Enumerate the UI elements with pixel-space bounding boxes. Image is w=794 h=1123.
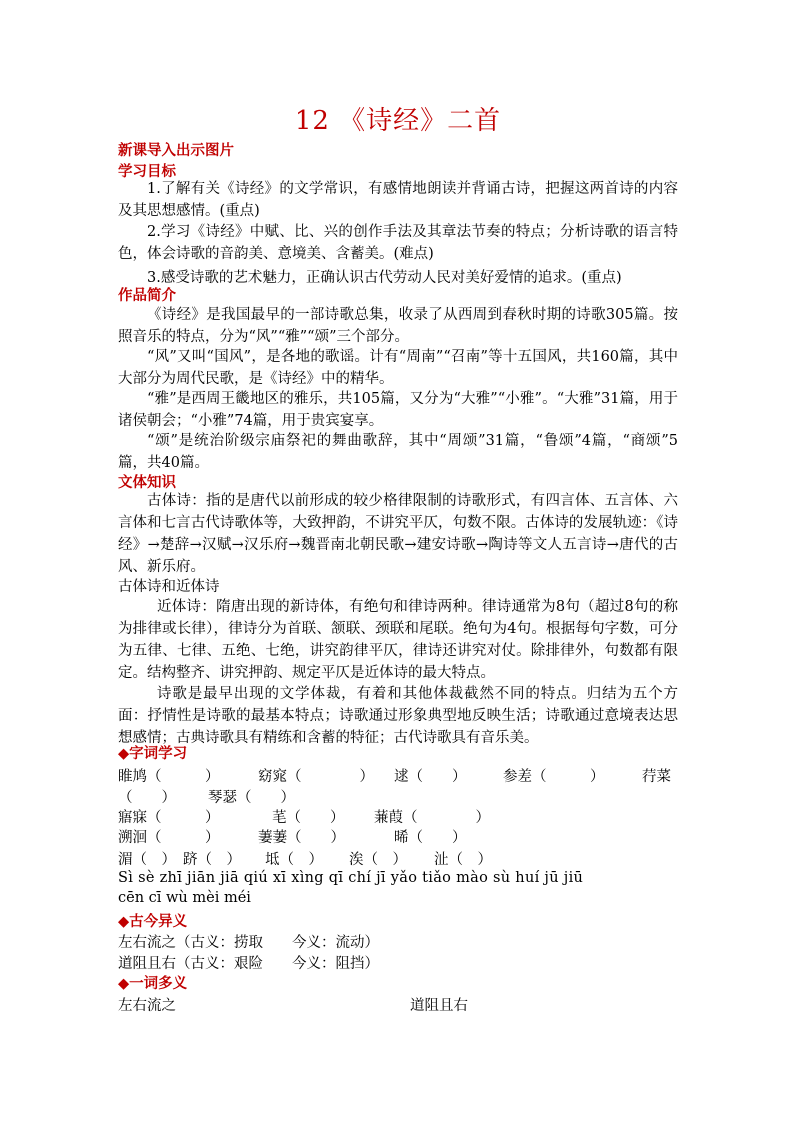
genre-paragraph-1: 古体诗：指的是唐代以前形成的较少格律限制的诗歌形式，有四言体、五言体、六言体和七言古代诗歌体等，大致押韵，不讲究平仄，句数不限。古体诗的发展轨迹：《诗经》→楚辞→汉赋→汉乐府→魏晋南北朝民歌→建安诗歌→陶诗等文人五言诗→唐代的古风、新乐府。 bbox=[118, 493, 678, 575]
vocab-row-4 bbox=[118, 826, 678, 848]
vocab-row-3 bbox=[118, 806, 678, 828]
vocab-item: 晞（ ） bbox=[394, 830, 467, 846]
vocab-item: 琴瑟（ ） bbox=[208, 790, 295, 806]
page-title: 12 《诗经》二首 bbox=[294, 106, 502, 136]
works-heading: 作品简介 bbox=[118, 287, 176, 304]
vocab-item: 寤寐（ ） bbox=[118, 810, 220, 826]
vocab-item: 参差（ ） bbox=[503, 769, 605, 785]
vocab-item: 湄（ ） bbox=[118, 852, 176, 868]
vocab-item: 萋萋（ ） bbox=[258, 830, 345, 846]
vocab-item: 溯洄（ ） bbox=[118, 830, 220, 846]
vocab-item: 坻（ ） bbox=[265, 852, 323, 868]
ancient-modern-line-2: 道阻且右（古义：艰险 今义：阻挡） bbox=[118, 956, 379, 972]
genre-paragraph-2: 近体诗：隋唐出现的新诗体，有绝句和律诗两种。律诗通常为8句（超过8句的称为排律或长律），律诗分为首联、颔联、颈联和尾联。绝句为4句。根据每句字数，可分为五律、七律、五绝、七绝，讲究韵律平仄，律诗还讲究对仗。除排律外，句数都有限定。结构整齐、讲究押韵、规定平仄是近体诗的最大特点。 bbox=[118, 599, 678, 681]
works-paragraph-1: 《诗经》是我国最早的一部诗歌总集，收录了从西周到春秋时期的诗歌305篇。按照音乐的特点，分为“风”“雅”“颂”三个部分。 bbox=[118, 307, 678, 345]
polysemy-item-left: 左右流之 bbox=[118, 998, 176, 1014]
vocab-item: 睢鸠（ ） bbox=[118, 769, 220, 785]
vocab-item: 跻（ ） bbox=[183, 852, 241, 868]
vocab-item: 芼（ ） bbox=[272, 810, 345, 826]
vocab-item: 沚（ ） bbox=[434, 852, 492, 868]
ancient-modern-line-1: 左右流之（古义：捞取 今义：流动） bbox=[118, 935, 379, 951]
vocab-row-2 bbox=[118, 786, 678, 808]
polysemy-item-right: 道阻且右 bbox=[410, 998, 468, 1014]
works-paragraph-3: “雅”是西周王畿地区的雅乐，共105篇，又分为“大雅”“小雅”。“大雅”31篇，用于诸侯朝会；“小雅”74篇，用于贵宾宴享。 bbox=[118, 391, 678, 429]
vocab-item: （ ） bbox=[118, 790, 176, 806]
vocab-item: 逑（ ） bbox=[394, 769, 467, 785]
polysemy-heading: ◆一词多义 bbox=[118, 975, 188, 992]
vocab-item: 蒹葭（ ） bbox=[374, 810, 490, 826]
vocab-row-1 bbox=[118, 765, 678, 787]
vocab-item: 荇菜 bbox=[642, 769, 671, 785]
vocab-item: 窈窕（ ） bbox=[258, 769, 374, 785]
goal-item-3: 3.感受诗歌的艺术魅力，正确认识古代劳动人民对美好爱情的追求。(重点) bbox=[147, 270, 622, 286]
vocab-item: 涘（ ） bbox=[349, 852, 407, 868]
vocab-row-5 bbox=[118, 848, 678, 870]
ancient-modern-heading: ◆古今异义 bbox=[118, 913, 188, 930]
intro-heading: 新课导入出示图片 bbox=[118, 142, 234, 159]
goals-heading: 学习目标 bbox=[118, 163, 176, 180]
pinyin-line-1: Sì sè zhī jiān jiā qiú xī xìng qī chí jī yǎo tiǎo mào sù huí jū jiū bbox=[118, 870, 584, 886]
pinyin-line-2: cēn cī wù mèi méi bbox=[118, 890, 251, 906]
vocab-heading: ◆字词学习 bbox=[118, 745, 188, 762]
works-paragraph-4: “颂”是统治阶级宗庙祭祀的舞曲歌辞，其中“周颂”31篇，“鲁颂”4篇，“商颂”5篇，共40篇。 bbox=[118, 433, 678, 471]
genre-paragraph-3: 诗歌是最早出现的文学体裁，有着和其他体裁截然不同的特点。归结为五个方面：抒情性是诗歌的最基本特点；诗歌通过形象典型地反映生活；诗歌通过意境表达思想感情；古典诗歌具有精练和含蓄的特征；古代诗歌具有音乐美。 bbox=[118, 686, 678, 746]
works-paragraph-2: “风”又叫“国风”，是各地的歌谣。计有“周南”“召南”等十五国风，共160篇，其中大部分为周代民歌，是《诗经》中的精华。 bbox=[118, 349, 678, 387]
goal-item-1: 1.了解有关《诗经》的文学常识，有感情地朗读并背诵古诗，把握这两首诗的内容及其思想感情。(重点) bbox=[118, 181, 678, 219]
genre-heading: 文体知识 bbox=[118, 474, 176, 491]
genre-subheading: 古体诗和近体诗 bbox=[118, 579, 220, 595]
goal-item-2: 2.学习《诗经》中赋、比、兴的创作手法及其章法节奏的特点；分析诗歌的语言特色，体会诗歌的音韵美、意境美、含蓄美。(难点) bbox=[118, 224, 678, 262]
